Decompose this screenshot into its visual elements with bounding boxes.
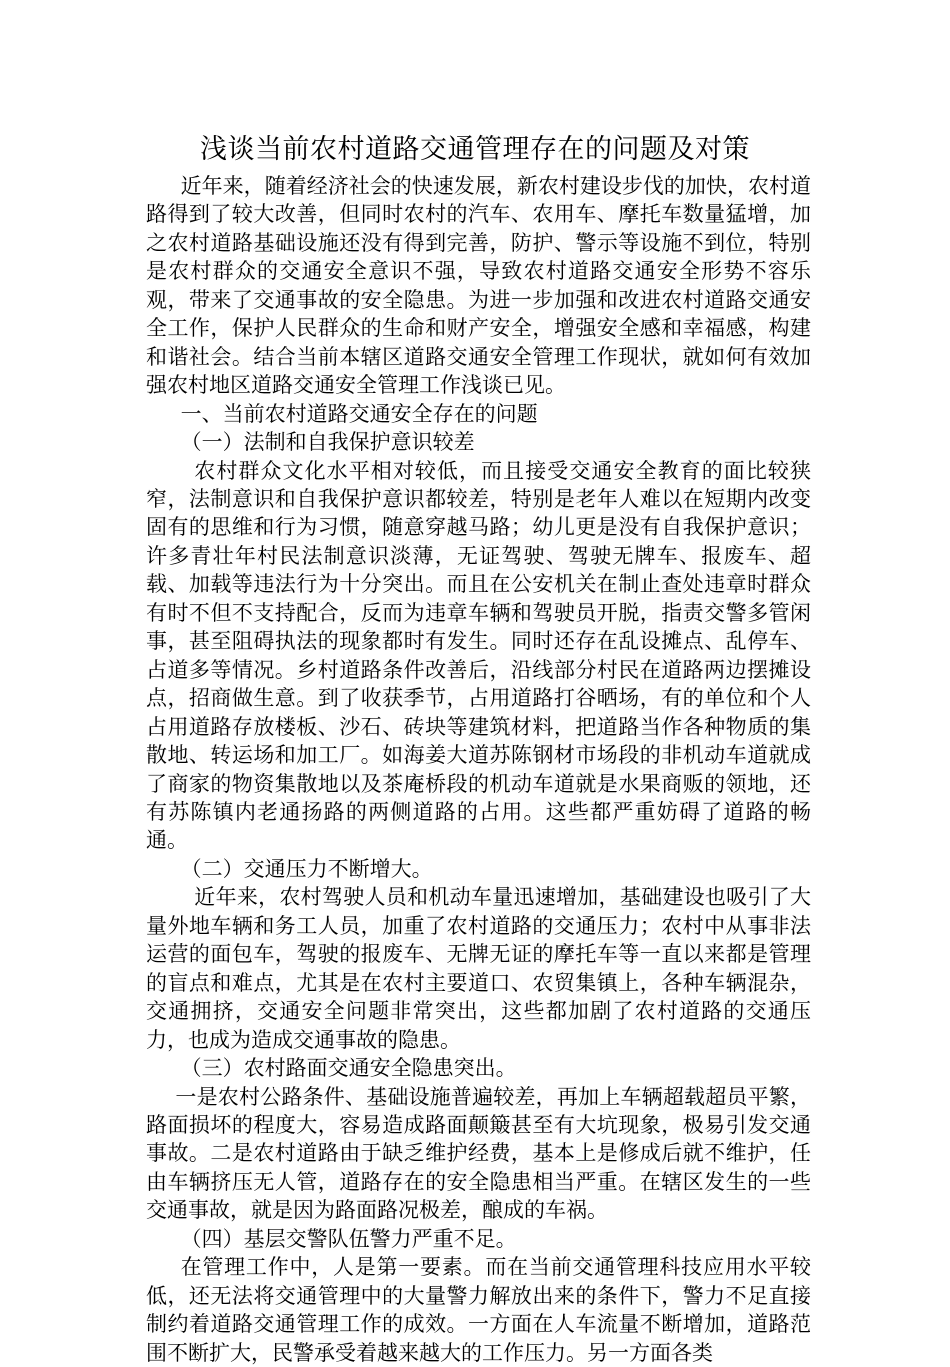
subsection-heading-police-shortage: （四）基层交警队伍警力严重不足。 xyxy=(180,1226,517,1251)
subsection-heading-traffic-pressure: （二）交通压力不断增大。 xyxy=(180,856,433,881)
subsection-heading-legal-awareness: （一）法制和自我保护意识较差 xyxy=(180,430,475,455)
paragraph-legal-awareness: 农村群众文化水平相对较低，而且接受交通安全教育的面比较狭窄，法制意识和自我保护意识都较差，特别是老年人难以在短期内改变固有的思维和行为习惯，随意穿越马路；幼儿更是没有自我保护意识；许多青壮年村民法制意识淡薄，无证驾驶、驾驶无牌车、报废车、超载、加载等违法行为十分突出。而且在公安机关在制止查处违章时群众有时不但不支持配合，反而为违章车辆和驾驶员开脱，指责交警多管闲事，甚至阻碍执法的现象都时有发生。同时还存在乱设摊点、乱停车、占道多等情况。乡村道路条件改善后，沿线部分村民在道路两边摆摊设点，招商做生意。到了收获季节，占用道路打谷晒场，有的单位和个人占用道路存放楼板、沙石、砖块等建筑材料，把道路当作各种物质的集散地、转运场和加工厂。如海姜大道苏陈钢材市场段的非机动车道就成了商家的物资集散地以及茶庵桥段的机动车道就是水果商贩的领地，还有苏陈镇内老通扬路的两侧道路的占用。这些都严重妨碍了道路的畅通。 xyxy=(146,458,811,853)
paragraph-police-shortage: 在管理工作中，人是第一要素。而在当前交通管理科技应用水平较低，还无法将交通管理中的大量警力解放出来的条件下，警力不足直接制约着道路交通管理工作的成效。一方面在人车流量不断增加，道路范围不断扩大，民警承受着越来越大的工作压力。另一方面各类 xyxy=(146,1255,811,1365)
subsection-heading-road-hazards: （三）农村路面交通安全隐患突出。 xyxy=(180,1056,517,1081)
section-heading-problems: 一、当前农村道路交通安全存在的问题 xyxy=(180,401,538,426)
document-body xyxy=(146,172,811,1367)
intro-paragraph: 近年来，随着经济社会的快速发展，新农村建设步伐的加快，农村道路得到了较大改善，但同时农村的汽车、农用车、摩托车数量猛增，加之农村道路基础设施还没有得到完善，防护、警示等设施不到位，特别是农村群众的交通安全意识不强，导致农村道路交通安全形势不容乐观，带来了交通事故的安全隐患。为进一步加强和改进农村道路交通安全工作，保护人民群众的生命和财产安全，增强安全感和幸福感，构建和谐社会。结合当前本辖区道路交通安全管理工作现状，就如何有效加强农村地区道路交通安全管理工作浅谈已见。 xyxy=(146,174,811,398)
paragraph-road-hazards: 一是农村公路条件、基础设施普遍较差，再加上车辆超载超员平繁，路面损坏的程度大，容易造成路面颠簸甚至有大坑现象，极易引发交通事故。二是农村道路由于缺乏维护经费，基本上是修成后就不维护，任由车辆挤压无人管，道路存在的安全隐患相当严重。在辖区发生的一些交通事故，就是因为路面路况极差，酿成的车祸。 xyxy=(146,1084,811,1223)
document-title: 浅谈当前农村道路交通管理存在的问题及对策 xyxy=(200,134,750,165)
paragraph-traffic-pressure: 近年来，农村驾驶人员和机动车量迅速增加，基础建设也吸引了大量外地车辆和务工人员，加重了农村道路的交通压力；农村中从事非法运营的面包车，驾驶的报废车、无牌无证的摩托车等一直以来都是管理的盲点和难点，尤其是在农村主要道口、农贸集镇上，各种车辆混杂，交通拥挤，交通安全问题非常突出，这些都加剧了农村道路的交通压力，也成为造成交通事故的隐患。 xyxy=(146,885,811,1052)
